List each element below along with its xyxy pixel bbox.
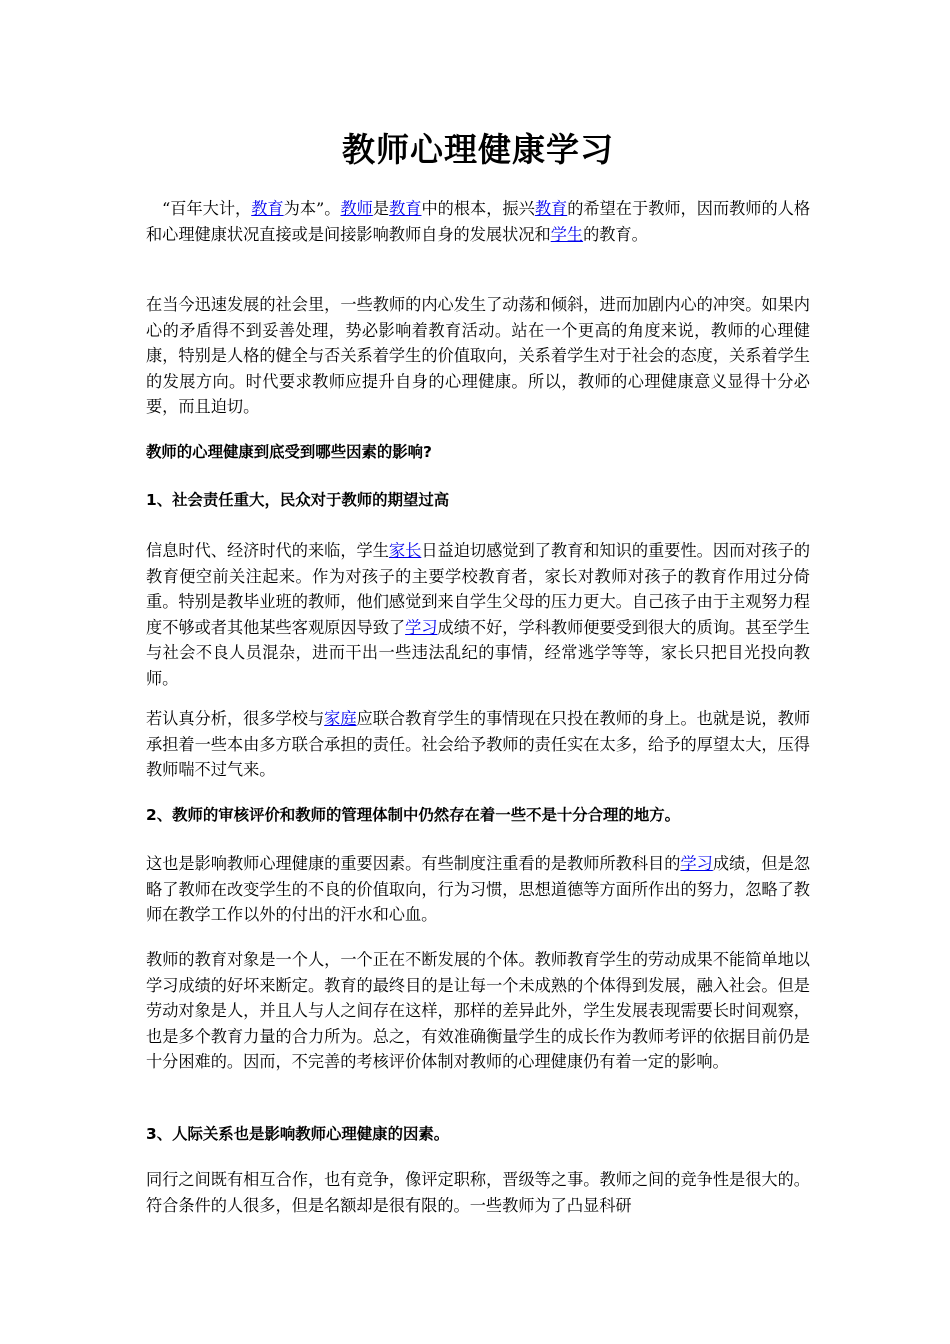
text-span: 是	[372, 199, 390, 218]
link-xuexi-1[interactable]: 学习	[405, 617, 438, 637]
text-span: 的教育。	[583, 224, 648, 244]
paragraph-factor-1-a	[146, 538, 810, 692]
text-span: 成绩，但是忽略了教师在改变学生的不良的价值取向，行为习惯，思想道德等方面所作出的努力，忽略了教师在教学工作以外的付出的汗水和心血。	[146, 854, 811, 925]
paragraph-intro	[146, 196, 810, 247]
link-jiaoyu-1[interactable]: 教育	[251, 199, 284, 218]
text-span: 中的根本，振兴	[421, 199, 535, 218]
text-span: 成绩不好，学科教师便要受到很大的质询。甚至学生与社会不良人员混杂，进而干出一些违法乱纪的事情，经常逃学等等，家长只把目光投向教师。	[146, 617, 810, 688]
text-span: 应联合教育学生的事情现在只投在教师的身上。也就是说，教师承担着一些本由多方联合承担的责任。社会给予教师的责任实在太多，给予的厚望太大，压得教师喘不过气来。	[146, 709, 811, 780]
paragraph-factor-2-a	[146, 851, 810, 928]
text-span: 这也是影响教师心理健康的重要因素。有些制度注重看的是教师所教科目的	[146, 854, 681, 873]
paragraph-background: 在当今迅速发展的社会里，一些教师的内心发生了动荡和倾斜，进而加剧内心的冲突。如果内心的矛盾得不到妥善处理，势必影响着教育活动。站在一个更高的角度来说，教师的心理健康，特别是人格的健全与否关系着学生的价值取向，关系着学生对于社会的态度，关系着学生的发展方向。时代要求教师应提升自身的心理健康。所以，教师的心理健康意义显得十分必要，而且迫切。	[146, 295, 810, 417]
text-span: “百年大计，	[162, 199, 252, 218]
link-xuesheng[interactable]: 学生	[550, 224, 584, 244]
link-jiaoshi[interactable]: 教师	[340, 199, 373, 218]
heading-factor-2: 2、教师的审核评价和教师的管理体制中仍然存在着一些不是十分合理的地方。	[146, 806, 680, 824]
heading-factor-1: 1、社会责任重大，民众对于教师的期望过高	[146, 491, 450, 509]
text-span: 为本”。	[283, 199, 341, 218]
link-jiazhang[interactable]: 家长	[388, 541, 422, 560]
link-jiaoyu-3[interactable]: 教育	[534, 199, 568, 218]
link-xuexi-2[interactable]: 学习	[680, 854, 713, 873]
paragraph-factor-3: 同行之间既有相互合作，也有竞争，像评定职称，晋级等之事。教师之间的竞争性是很大的。符合条件的人很多，但是名额却是很有限的。一些教师为了凸显科研	[146, 1170, 810, 1215]
paragraph-factor-2-b: 教师的教育对象是一个人，一个正在不断发展的个体。教师教育学生的劳动成果不能简单地以学习成绩的好坏来断定。教育的最终目的是让每一个未成熟的个体得到发展，融入社会。但是劳动对象是人，并且人与人之间存在这样，那样的差异此外，学生发展表现需要长时间观察，也是多个教育力量的合力所为。总之，有效准确衡量学生的成长作为教师考评的依据目前仍是十分困难的。因而，不完善的考核评价体制对教师的心理健康仍有着一定的影响。	[146, 950, 810, 1072]
heading-main-question: 教师的心理健康到底受到哪些因素的影响?	[146, 443, 432, 461]
link-jiaoyu-2[interactable]: 教育	[389, 199, 422, 218]
document-page	[146, 0, 811, 1215]
link-jiating[interactable]: 家庭	[324, 709, 357, 728]
text-span: 日益迫切感觉到了教育和知识的重要性。因而对孩子的教育便空前关注起来。作为对孩子的主要学校教育者，家长对教师对孩子的教育作用过分倚重。特别是教毕业班的教师，他们感觉到来自学生父母的压力更大。自己孩子由于主观努力程度不够或者其他某些客观原因导致了	[146, 541, 811, 637]
heading-factor-3: 3、人际关系也是影响教师心理健康的因素。	[146, 1125, 450, 1143]
document-title: 教师心理健康学习	[342, 130, 614, 169]
text-span: 的希望在于教师，因而教师的人格和心理健康状况直接或是间接影响教师自身的发展状况和	[146, 199, 811, 244]
text-span: 信息时代、经济时代的来临，学生	[146, 541, 389, 560]
paragraph-factor-1-b	[146, 706, 810, 783]
text-span: 若认真分析，很多学校与	[146, 709, 325, 728]
